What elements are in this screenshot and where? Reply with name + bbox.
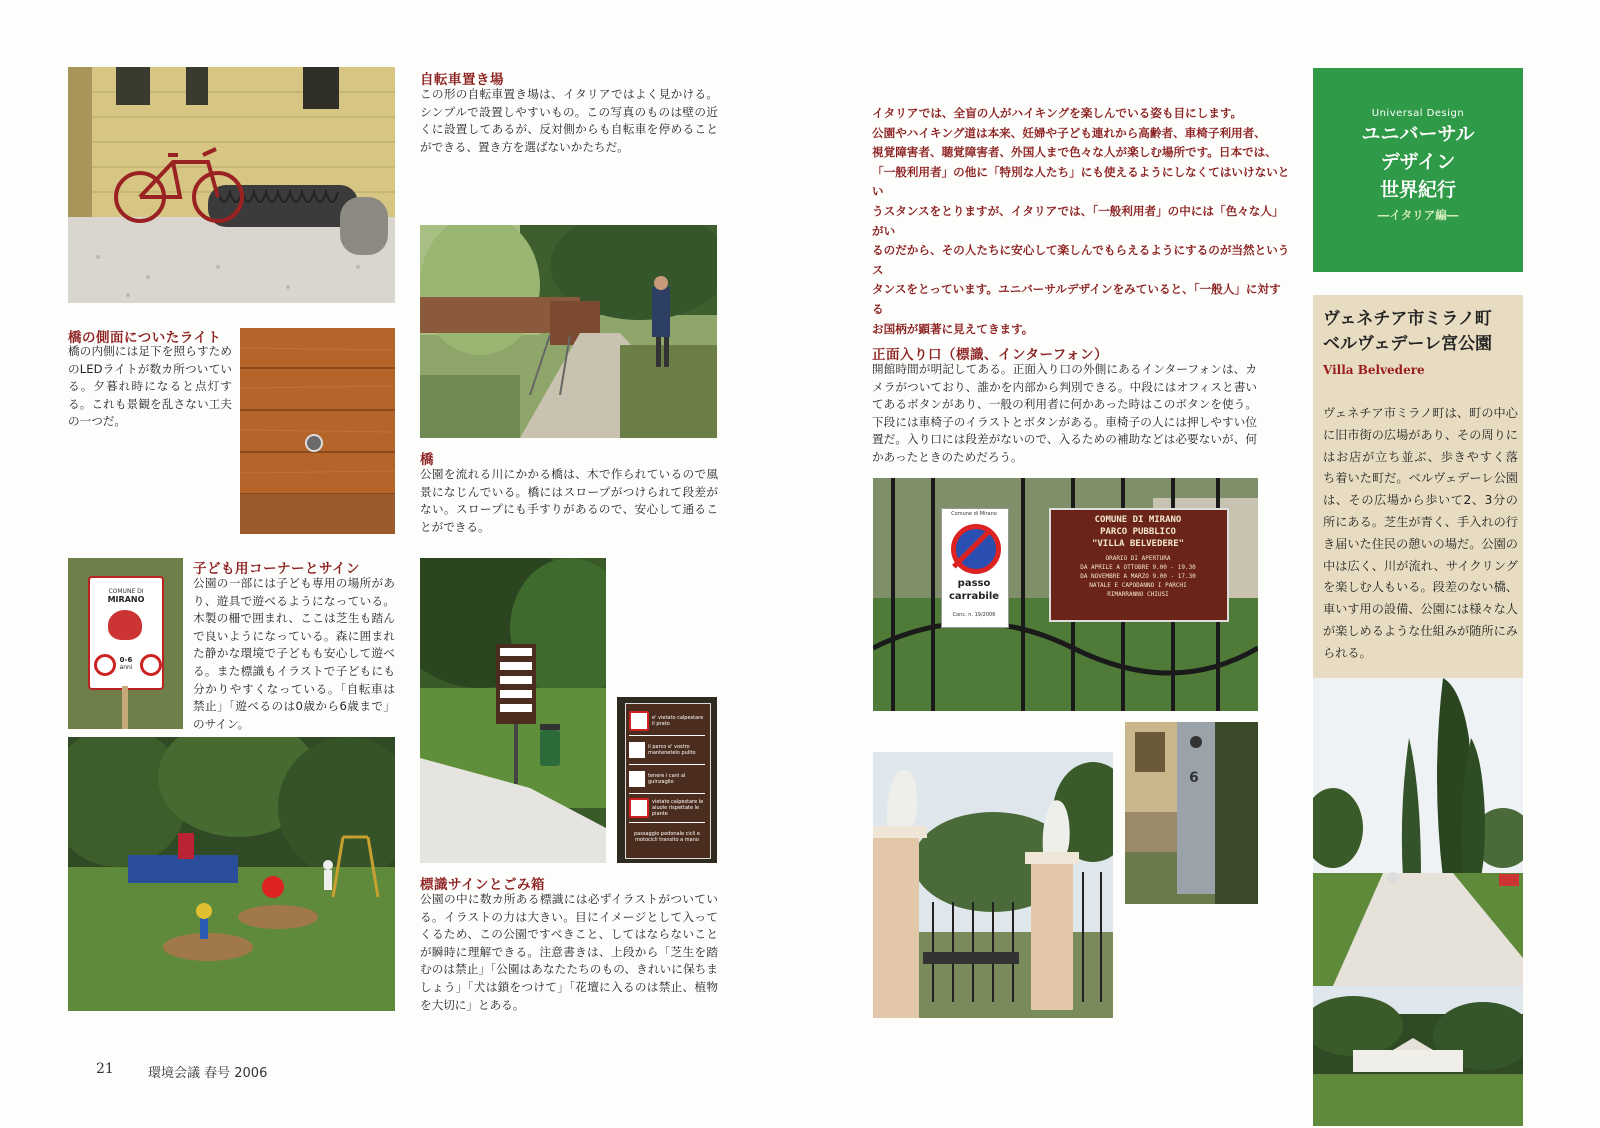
bicycle-heading: 自転車置き場 xyxy=(420,72,504,88)
feature-title-line-1: ヴェネチア市ミラノ町 xyxy=(1323,309,1492,329)
interphone-number: 6 xyxy=(1189,770,1199,786)
photo-cypress-path xyxy=(1313,678,1523,986)
park-board-line-6: DA NOVEMBRE A MARZO 9.00 - 17.30 xyxy=(1080,573,1196,580)
series-title-box xyxy=(1313,68,1523,272)
bridge-body: 公園を流れる川にかかる橋は、木で作られているので風景になじんでいる。橋にはスロープがつけられて段差がない。スロープにも手すりがあるので、安心して通ることができる。 xyxy=(420,467,719,534)
entrance-heading: 正面入り口（標識、インターフォン） xyxy=(872,347,1109,363)
sign-panel-line-5: passaggio pedonale cicli e motocicli transito a mano xyxy=(634,831,700,843)
villa-name: Villa Belvedere xyxy=(1323,363,1425,377)
sign-panel-line-3: tenere i cani al guinzaglio xyxy=(648,773,686,785)
kids-sign-top-text: COMUNE DI xyxy=(108,588,144,595)
photo-playground xyxy=(68,737,395,1011)
park-board-line-8: RIMARRANNO CHIUSI xyxy=(1107,591,1169,598)
feature-title xyxy=(1323,307,1518,357)
photo-kids-sign xyxy=(68,558,183,729)
page-number: 21 xyxy=(96,1061,114,1077)
photo-sign-panel xyxy=(617,697,717,863)
feature-body: ヴェネチア市ミラノ町は、町の中心に旧市街の広場があり、その周りにはお店が立ち並ぶ、歩きやすく落ち着いた町だ。ベルヴェデーレ公園は、その広場から歩いて2、3分の所にある。芝生が青く、手入れの行き届いた住民の憩いの場だ。公園の中は広く、川が流れ、サイクリングを楽しむ人もいる。段差のない橋、車いす用の設備、公園には様々な人が楽しめるような仕組みが随所にみられる。 xyxy=(1323,406,1518,660)
photo-gate-signs xyxy=(873,478,1258,711)
kids-heading: 子ども用コーナーとサイン xyxy=(193,561,361,577)
bridge-light-heading: 橋の側面についたライト xyxy=(68,330,222,346)
park-board-line-2: PARCO PUBBLICO xyxy=(1100,527,1176,537)
photo-bicycle-rack xyxy=(68,67,395,303)
kids-sign-age-number: 0-6 xyxy=(119,656,133,664)
park-board-line-1: COMUNE DI MIRANO xyxy=(1094,515,1182,525)
park-board-line-3: "VILLA BELVEDERE" xyxy=(1091,539,1185,549)
intro-line-7: タンスをとっています。ユニバーサルデザインをみていると、「一般人」に対する xyxy=(872,282,1281,316)
intro-line-2: 公園やハイキング道は本来、妊婦や子ども連れから高齢者、車椅子利用者、 xyxy=(872,125,1266,140)
kids-sign-name: MIRANO xyxy=(107,595,145,604)
intro-line-4: 「一般利用者」の他に「特別な人たち」にも使えるようにしなくてはいけないとい xyxy=(872,164,1290,199)
signs-heading: 標識サインとごみ箱 xyxy=(420,877,546,893)
kids-body: 公園の一部には子ども専用の場所があり、遊具で遊べるようになっている。木製の柵で囲まれ、ここは芝生も踏んで良いようになっている。森に囲まれた静かな環境で子どもも安心して遊べる。また標識もイラストで子どもにも分かりやすくなっている。「自転車は禁止」「遊べるのは0歳から6歳まで」のサイン。 xyxy=(193,576,395,731)
passo-sign-line-1: passo xyxy=(957,578,991,589)
photo-interphone xyxy=(1125,722,1258,904)
passo-sign-line-2: carrabile xyxy=(948,591,1000,602)
series-label: Universal Design xyxy=(1371,108,1465,119)
intro-line-8: お国柄が顕著に見えてきます。 xyxy=(872,321,1034,336)
signs-body: 公園の中に数カ所ある標識には必ずイラストがついている。イラストの力は大きい。目にイメージとして入ってくるため、この公園ですべきこと、してはならないことが瞬時に理解できる。注意書きは、上段から「芝生を踏むのは禁止」「公園はあなたたちのもの、きれいに保ちましょう」「犬は鎖をつけて」「花壇に入るのは禁止、植物を大切に」とある。 xyxy=(420,892,718,1012)
magazine-issue: 環境会議 春号 2006 xyxy=(148,1066,268,1081)
intro-line-1: イタリアでは、全盲の人がハイキングを楽しんでいる姿も目にします。 xyxy=(872,106,1243,120)
passo-sign-top: Comune di Mirano xyxy=(951,511,997,517)
photo-bridge-light xyxy=(240,328,395,534)
series-title-line-1: ユニバーサル xyxy=(1361,123,1475,145)
passo-sign-foot: Conc. n. 19/2006 xyxy=(952,612,996,618)
intro-line-5: うスタンスをとりますが、イタリアでは、「一般利用者」の中には「色々な人」がい xyxy=(872,203,1284,238)
series-title-line-3: 世界紀行 xyxy=(1379,179,1456,201)
intro-line-3: 視覚障害者、聴覚障害者、外国人まで色々な人が楽しむ場所です。日本では、 xyxy=(872,145,1277,160)
sign-panel-line-1: e' vietato calpestare il prato xyxy=(652,715,704,727)
kids-sign-age-word: anni xyxy=(119,664,133,671)
intro-text xyxy=(872,104,1292,339)
bridge-heading: 橋 xyxy=(420,452,434,468)
feature-box xyxy=(1313,295,1523,678)
park-board-line-7: NATALE E CAPODANNO I PARCHI xyxy=(1089,582,1187,589)
photo-sign-post xyxy=(420,558,606,863)
series-title-line-2: デザイン xyxy=(1380,151,1456,173)
bicycle-body: この形の自転車置き場は、イタリアではよく見かける。シンプルで設置しやすいもの。この写真のものは壁の近くに設置してあるが、反対側からも自転車を停めることができる、置き方を選ばないかたちだ。 xyxy=(420,87,718,154)
photo-bridge xyxy=(420,225,717,438)
feature-title-line-2: ベルヴェデーレ宮公園 xyxy=(1323,334,1492,354)
park-board-line-5: DA APRILE A OTTOBRE 9.00 - 19.30 xyxy=(1080,564,1196,571)
bridge-light-body: 橋の内側には足下を照らすためのLEDライトが数カ所ついている。夕暮れ時になると点灯する。これも景観を乱さない工夫の一つだ。 xyxy=(68,344,232,429)
photo-entrance-pillars xyxy=(873,752,1113,1018)
sign-panel-line-2: il parco e' vostro mantenetelo pulito xyxy=(648,744,696,756)
photo-villa-lawn xyxy=(1313,986,1523,1126)
sign-panel-line-4: vietato calpestare le aiuole rispettate le piante xyxy=(652,799,704,817)
intro-line-6: るのだから、その人たちに安心して楽しんでもらえるようにするのが当然というス xyxy=(872,243,1290,277)
park-board-line-4: ORARIO DI APERTURA xyxy=(1105,555,1171,562)
entrance-body: 開館時間が明記してある。正面入り口の外側にあるインターフォンは、カメラがついており、誰かを内部から判別できる。中段にはオフィスと書いてあるボタンがあり、一般の利用者に何かあった時はこのボタンを使う。下段には車椅子のイラストとボタンがある。車椅子の人には押しやすい位置だ。入り口には段差がないので、入るための補助などは必要ないが、何かあったときのためだろう。 xyxy=(872,362,1257,464)
series-subtitle: ―イタリア編― xyxy=(1377,208,1459,222)
